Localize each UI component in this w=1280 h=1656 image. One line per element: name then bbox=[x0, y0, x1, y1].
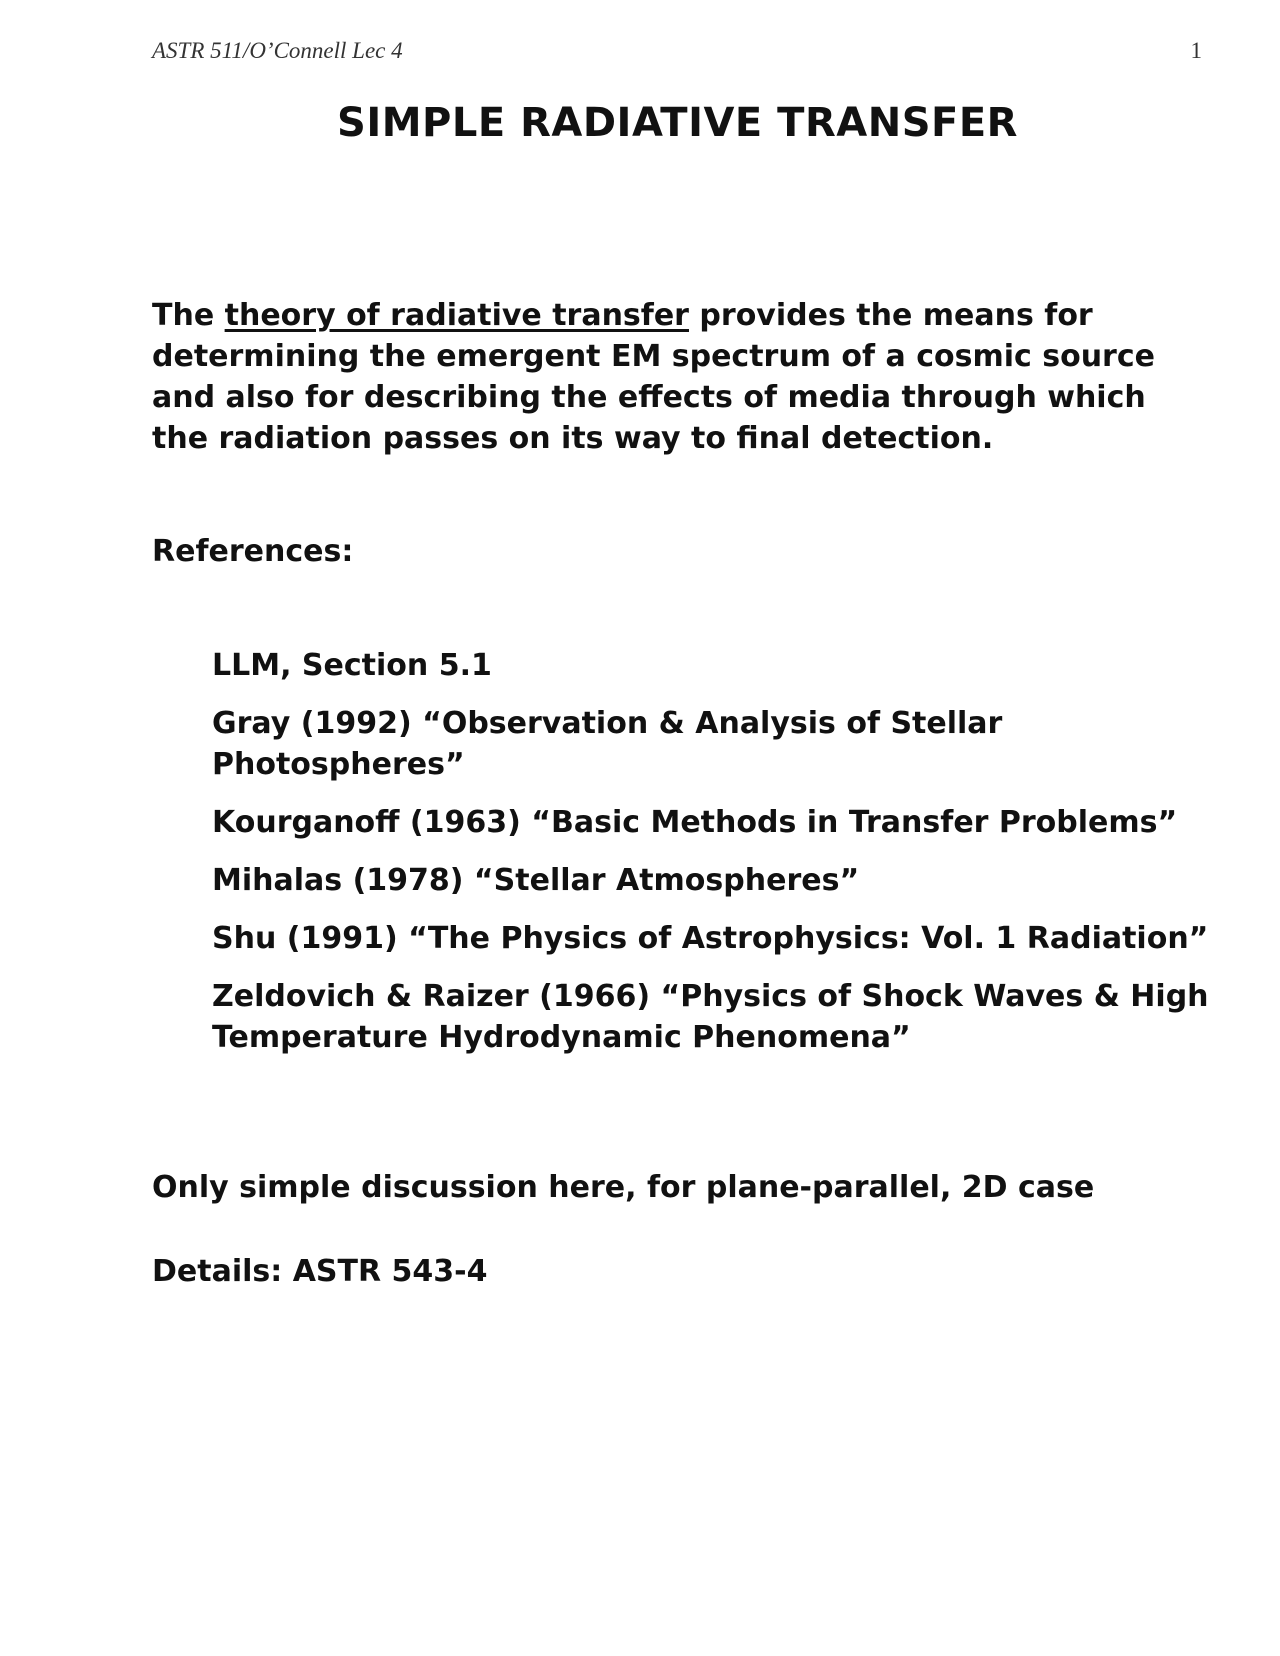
references-heading: References: bbox=[152, 534, 354, 569]
intro-underlined-term: theory of radiative transfer bbox=[224, 298, 689, 333]
page-title: SIMPLE RADIATIVE TRANSFER bbox=[337, 100, 1018, 146]
scope-note: Only simple discussion here, for plane-parallel, 2D case bbox=[152, 1170, 1095, 1205]
details-note: Details: ASTR 543-4 bbox=[152, 1254, 488, 1289]
intro-rest: provides the means for determining the emergent EM spectrum of a cosmic source and also for describing the effects of media through which the radiation passes on its way to final detection. bbox=[152, 298, 1155, 456]
intro-lead: The bbox=[152, 298, 225, 333]
reference-item: Zeldovich & Raizer (1966) “Physics of Shock Waves & High Temperature Hydrodynamic Phenomena” bbox=[212, 979, 1209, 1055]
reference-item: LLM, Section 5.1 bbox=[212, 648, 492, 683]
reference-item: Kourganoff (1963) “Basic Methods in Transfer Problems” bbox=[212, 805, 1178, 840]
page-number: 1 bbox=[1190, 38, 1202, 63]
reference-item: Gray (1992) “Observation & Analysis of Stellar Photospheres” bbox=[212, 706, 1003, 782]
reference-item: Mihalas (1978) “Stellar Atmospheres” bbox=[212, 863, 860, 898]
running-header: ASTR 511/O’Connell Lec 4 bbox=[152, 38, 403, 63]
references-list bbox=[212, 645, 1212, 1075]
reference-item: Shu (1991) “The Physics of Astrophysics: Vol. 1 Radiation” bbox=[212, 921, 1209, 956]
intro-paragraph bbox=[152, 295, 1212, 459]
